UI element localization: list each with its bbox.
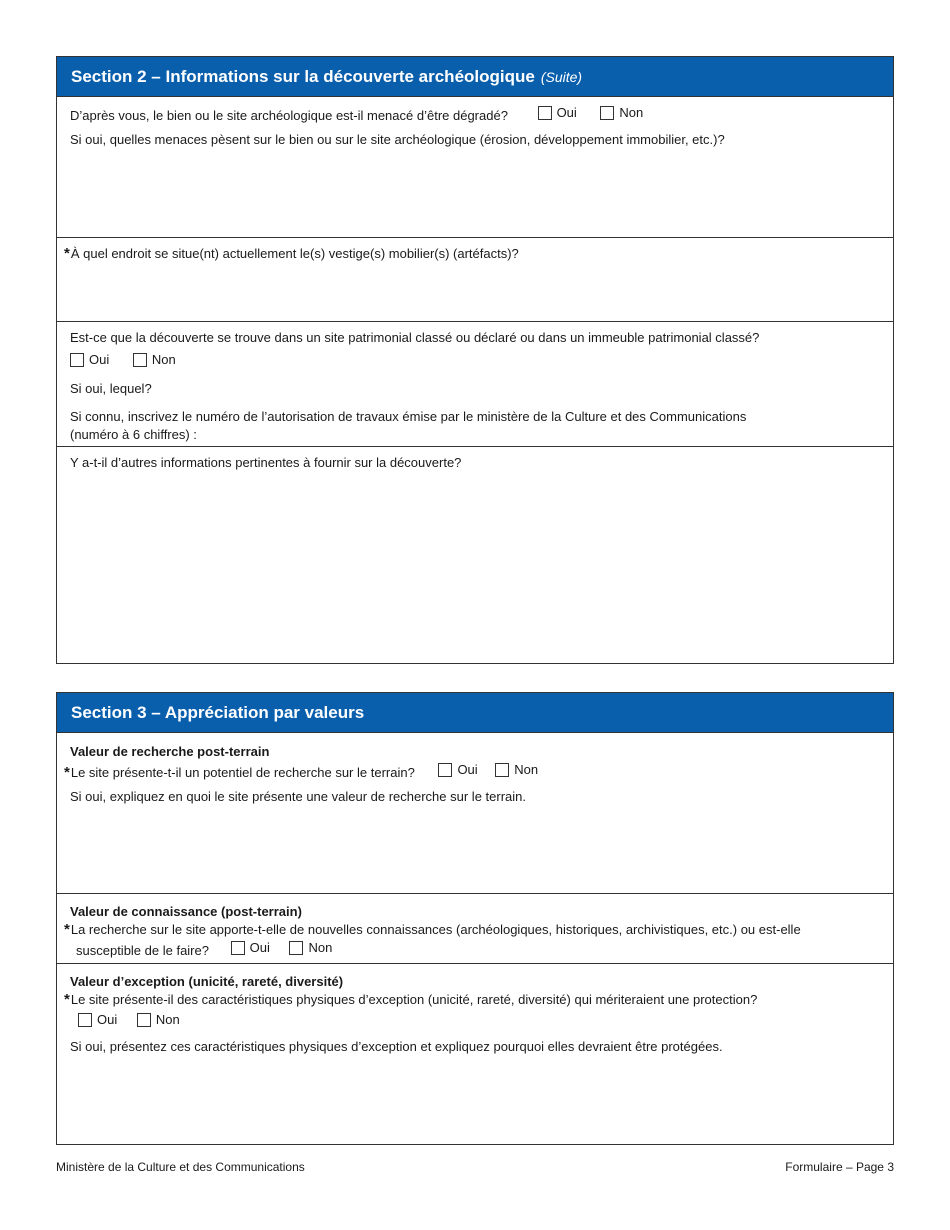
recherche-non-checkbox[interactable]: Non [495,761,538,779]
connaissance-question-line2: susceptible de le faire? [76,943,209,958]
section-3 [56,692,894,1145]
exception-non-checkbox[interactable]: Non [137,1011,180,1029]
footer-ministry: Ministère de la Culture et des Communications [56,1160,305,1174]
menaces-detail-question: Si oui, quelles menaces pèsent sur le bien ou sur le site archéologique (érosion, développement immobilier, etc.)? [70,132,725,147]
autorisation-question-line2: (numéro à 6 chiffres) : [70,427,197,442]
exception-oui-checkbox[interactable]: Oui [78,1011,117,1029]
patrimonial-non-checkbox[interactable]: Non [133,351,176,369]
autorisation-question-line1: Si connu, inscrivez le numéro de l’autorisation de travaux émise par le ministère de la Culture et des Communications [70,409,747,424]
recherche-oui-checkbox[interactable]: Oui [438,761,477,779]
recherche-row [57,733,893,894]
menace-row [57,97,893,238]
section-3-title: Section 3 – Appréciation par valeurs [71,702,365,722]
menace-non-checkbox[interactable]: Non [600,104,643,122]
section-2-header [57,57,893,97]
required-marker: * [64,764,70,781]
connaissance-oui-checkbox[interactable]: Oui [231,939,270,957]
connaissance-row [57,894,893,964]
exception-detail: Si oui, présentez ces caractéristiques physiques d’exception et expliquez pourquoi elles devraient être protégées. [70,1039,723,1054]
site-patrimonial-row [57,322,893,447]
menace-oui-checkbox[interactable]: Oui [538,104,577,122]
connaissance-non-checkbox[interactable]: Non [289,939,332,957]
exception-title: Valeur d’exception (unicité, rareté, diversité) [70,974,344,989]
menace-question: D’après vous, le bien ou le site archéologique est-il menacé d’être dégradé? [70,108,508,123]
required-marker: * [64,245,70,262]
required-marker: * [64,921,70,938]
recherche-title: Valeur de recherche post-terrain [70,744,270,759]
section-3-header [57,693,893,733]
site-patrimonial-question: Est-ce que la découverte se trouve dans un site patrimonial classé ou déclaré ou dans un immeuble patrimonial classé? [70,330,760,345]
exception-question: Le site présente-il des caractéristiques physiques d’exception (unicité, rareté, diversité) qui mériteraient une protection? [70,992,758,1007]
section-2 [56,56,894,664]
section-2-suite: (Suite) [540,68,583,85]
connaissance-question-line1: La recherche sur le site apporte-t-elle de nouvelles connaissances (archéologiques, historiques, archivistiques, etc.) ou est-elle [70,922,801,937]
patrimonial-oui-checkbox[interactable]: Oui [70,351,109,369]
recherche-detail: Si oui, expliquez en quoi le site présente une valeur de recherche sur le terrain. [70,789,526,804]
connaissance-title: Valeur de connaissance (post-terrain) [70,904,302,919]
required-marker: * [64,991,70,1008]
autres-info-row [57,447,893,663]
endroit-question: À quel endroit se situe(nt) actuellement le(s) vestige(s) mobilier(s) (artéfacts)? [70,246,519,261]
endroit-row [57,238,893,322]
exception-row [57,964,893,1144]
recherche-question: Le site présente-t-il un potentiel de recherche sur le terrain? [70,765,415,780]
autres-info-question: Y a-t-il d’autres informations pertinentes à fournir sur la découverte? [70,455,462,470]
footer-page-number: Formulaire – Page 3 [785,1160,894,1174]
lequel-question: Si oui, lequel? [70,381,152,396]
section-2-title: Section 2 – Informations sur la découverte archéologique [71,66,535,86]
